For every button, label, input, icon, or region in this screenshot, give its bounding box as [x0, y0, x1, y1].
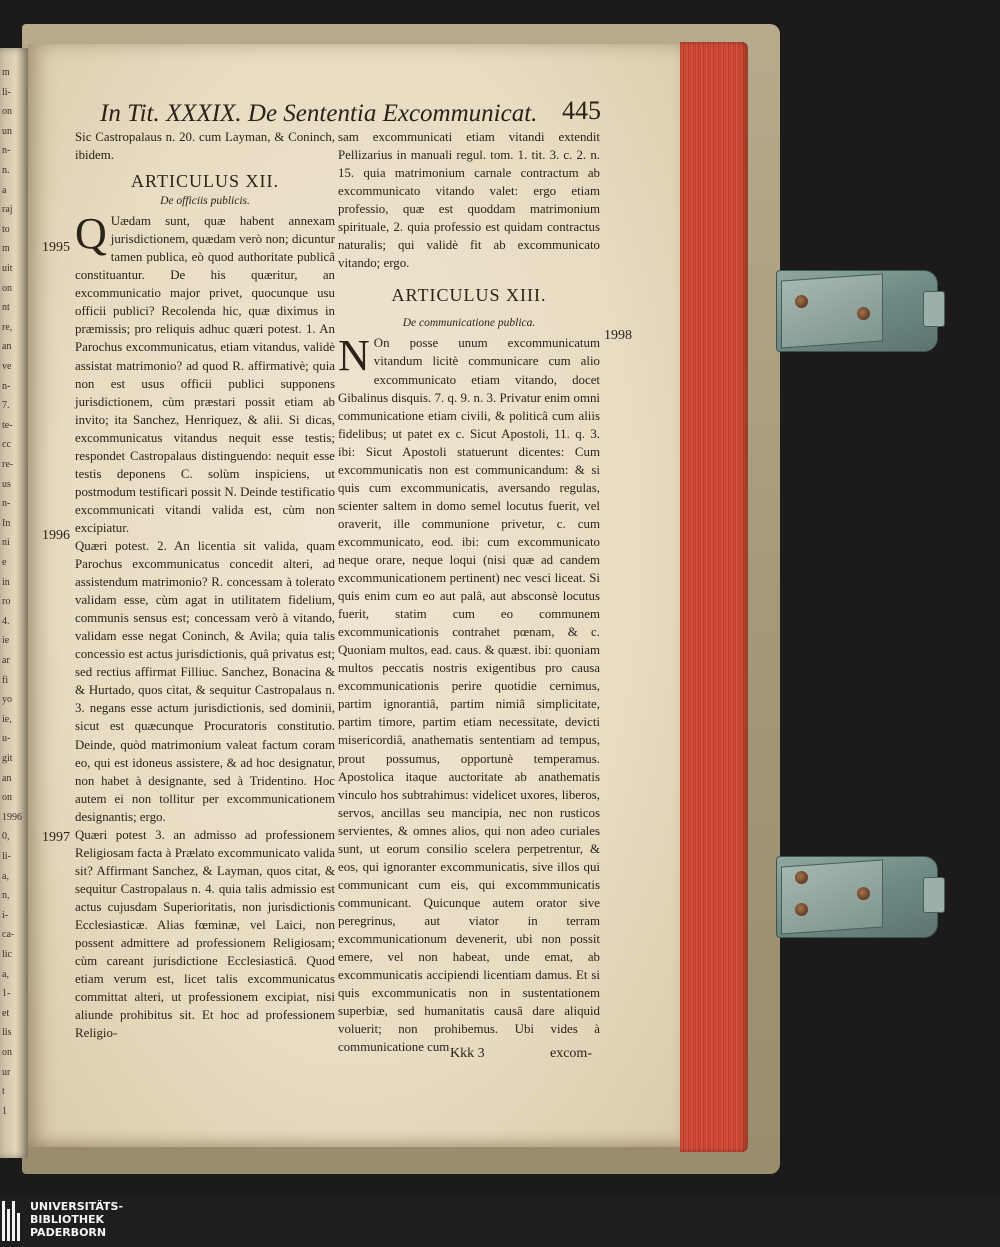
left-page-fragment: re,: [2, 321, 13, 333]
left-page-fragment: yo: [2, 694, 12, 706]
left-page-fragment: m: [2, 67, 10, 78]
dropcap: N: [338, 331, 370, 381]
left-page-fragment: 1996: [2, 811, 22, 823]
left-page-fragment: ca-: [2, 929, 15, 941]
upper-clasp: [776, 270, 938, 352]
left-page-fragment: 1: [2, 1105, 7, 1117]
catchword: excom-: [550, 1046, 592, 1061]
left-page-fragment: on: [2, 792, 12, 804]
left-page-fragment: in: [2, 576, 10, 588]
left-page-fragment: n,: [2, 890, 10, 902]
margin-number: 1996: [42, 528, 70, 543]
left-page-fragment: ie,: [2, 713, 12, 725]
left-page-edge: [0, 48, 28, 1158]
rivet-icon: [795, 903, 808, 916]
left-page-fragment: 7.: [2, 400, 10, 412]
left-page-fragment: nt: [2, 302, 10, 314]
left-page-fragment: on: [2, 282, 12, 294]
left-page-fragment: raj: [2, 204, 13, 216]
left-page-fragment: 0,: [2, 831, 10, 843]
running-header: [100, 96, 620, 128]
left-page-fragment: on: [2, 1047, 12, 1058]
left-page-fragment: a,: [2, 870, 9, 882]
library-logo-text: [30, 1200, 123, 1239]
article-subtitle: De officiis publicis.: [160, 195, 250, 208]
rivet-icon: [795, 295, 808, 308]
left-page-fragment: uit: [2, 263, 13, 274]
clasp-tab: [923, 291, 945, 327]
left-page-fragment: ve: [2, 361, 12, 372]
left-intro: Sic Castropalaus n. 20. cum Layman, & Coninch, ibidem.: [75, 130, 335, 163]
left-page-fragment: i-: [2, 909, 9, 921]
right-column: [338, 128, 600, 1056]
left-page-fragment: ur: [2, 1066, 11, 1078]
article-title: ARTICULUS XII.: [131, 171, 279, 192]
left-page-fragment: te-: [2, 419, 13, 431]
paragraph-text: On posse unum excommunicatum vitandum licitè communicare cum alio excommunicato etiam vitando, docet Gibalinus disquis. 7. q. 9. n. 3. Privatur enim omni communicatione etiam civili, & politicâ cum aliis fidelibus; ut patet ex c. Sicut Apostoli, 11. q. 3. ibi: Sicut Apostoli statuerunt dicentes: Cum excommunicatis non est communicandum: & si quis cum excommunicatis, aversando regulas, scienter saltem in domo semel locutus fuerit, vel oraverit, ille communione privetur, c. cum excommunicato, eod. ibi: cum excommunicato neque orare, neque loqui (nisi quæ ad candem excommunicationem pertinent) nec vesci liceat. Si quis enim cum eo aut palâ, aut absconsè locutus fuerit, statim cum eo communem excommunicationis contrahet pœnam, & c. Quoniam multos, ead. caus. & quæst. ibi: quoniam multos peccatis nostris exigentibus pro causa excommunicationis perire quotidie cernimus, partim ignorantiâ, partim nimiâ simplicitate, partim timore, partim etiam necessitate, devicti misericordiâ, anathematis sententiam ad tempus, prout possumus, opportunè temperamus. Apostolica itaque auctoritate ab anathematis vinculo hos subtrahimus: videlicet uxores, liberos, servos, ancillas seu mancipia, nec non rusticos servientes, & omnes alios, qui non adeo curiales sunt, ut eorum consilio scelera perpetrentur, & eos, qui ignoranter excommunicatis, sive illos qui communicant cum eis, qui excommmunicatis communicant. Quicunque autem orator sive peregrinus, aut viator in terram excommunicationum devenerit, ubi non possit emere, vel non habeat, unde emat, ab excommunicatis accipiendi licentiam damus. Et si quis excommunicatis non in sustentationem superbiæ, sed humanitatis causâ dare aliquid voluerit; non prohibemus. Ubi vides à communicatione cum: [338, 336, 600, 1055]
left-page-fragment: an: [2, 341, 12, 353]
left-page-fragment: u-: [2, 733, 11, 745]
logo-line: PADERBORN: [30, 1226, 107, 1239]
lower-clasp: [776, 856, 938, 938]
left-page-fragment: n-: [2, 498, 11, 510]
paragraph: Quæri potest 3. an admisso ad professionem Religiosam facta à Prælato excommunicato valida sit? Affirmant Sanchez, & Layman, quos citat, & sequitur Castropalaus n. 4. quia talis admissio est actus cujusdam Superioritatis, non jurisdictionis Ecclesiasticæ. Alias fœminæ, vel Laici, non possent admittere ad professionem Religiosam; cùm careant jurisdictione Ecclesiasticâ. Quod etiam verum est, licet talis excommunicatus committat alteri, ut professionem excipiat, nisi aliunde prohibitus sit. Et hoc ad professionem Religio-: [75, 827, 335, 1041]
dropcap: Q: [75, 209, 107, 259]
left-page-fragment: fi: [2, 674, 9, 686]
logo-line: UNIVERSITÄTS-: [30, 1200, 124, 1213]
left-page-fragment: to: [2, 223, 10, 235]
paragraph: [75, 209, 335, 537]
left-page-fragment: lic: [2, 949, 12, 960]
left-page-fragment: re-: [2, 459, 14, 470]
rivet-icon: [857, 887, 870, 900]
left-page-fragment: n-: [2, 380, 11, 392]
paragraph: Quæri potest. 2. An licentia sit valida, quam Parochus excommunicatus concedit alteri, ad assistendum matrimonio? R. concessam à tolerato validam esse, cùm agat in utilitatem fidelium, communis sensus est; concessam verò à vitando, validam esse negat Coninch, & Avila; quia talis concessio est actus jurisdictionis, quâ privatus est; sed rectius affirmat Filliuc. Sanchez, Bonacina & & Hurtado, quos citat, & sequitur Castropalaus n. 3. negans esse actum jurisdictionis, sed dominii, sicut est quæcunque Procuratoris constitutio. Deinde, quòd matrimonium valeat factum coram eo, qui est idoneus assistere, & ad hoc designatur, non habet à designante, sed à Tridentino. Hoc autem ei non tollitur per excommunicationem designantis; ergo.: [75, 538, 335, 824]
left-page-fragment: e: [2, 557, 7, 568]
article-title: ARTICULUS XIII.: [391, 285, 547, 306]
left-page-fragment: n.: [2, 165, 10, 176]
left-page-fragment: us: [2, 478, 11, 490]
left-page-fragment: 1-: [2, 988, 11, 1000]
margin-number: 1998: [604, 328, 632, 343]
clasp-tab: [923, 877, 945, 913]
left-page-fragment: m: [2, 243, 10, 255]
left-page-fragment: In: [2, 517, 11, 529]
left-page-fragment: li-: [2, 851, 11, 862]
left-page-fragment: ni: [2, 537, 10, 549]
left-column: [75, 128, 335, 1042]
left-page-fragment: on: [2, 106, 12, 118]
margin-number: 1995: [42, 240, 70, 255]
signature-mark: Kkk 3: [450, 1046, 485, 1061]
left-page-fragment: a,: [2, 968, 9, 980]
left-page-fragment: lis: [2, 1027, 12, 1039]
paragraph: [338, 331, 600, 1056]
left-page-fragment: a: [2, 184, 7, 196]
right-intro: sam excommunicati etiam vitandi extendit Pellizarius in manuali regul. tom. 1. tit. 3. c. 2. n. 15. quia matrimonium carnale contractum ab excommunicato vitando valet: ergo etiam professio, quæ est quoddam matrimonium spirituale, 2. quia professio est quidam contractus naturalis; qui validè fit ab excommunicato vitando; ergo.: [338, 130, 600, 271]
left-page-fragment: ar: [2, 655, 10, 666]
left-page-fragment: an: [2, 772, 12, 784]
paragraph-text: Uædam sunt, quæ habent annexam jurisdictionem, quædam verò non; dicuntur tamen publica, eò quod authoritate publicâ constituantur. De his quæritur, an excommunicatio major privet, quocunque usu officii publici? Recolenda hic, quæ diximus in præmissis; pro reliquis adhuc quæri potest. 1. An Parochus excommunicatus, etiam vitandus, validè assistat matrimonio? ad quod R. affirmativè; quia non est usus officii publici supponens jurisdictionem, cùm præstari possit etiam ab invito; ita Sanchez, Henriquez, & alii. Si dicas, excommunicatus vitandus nequit esse testis; respondet Castropalaus distinguendo: nequit esse testis deponens C. solùm inspiciens, ut postmodum testificari possit N. Deinde testificatio excommunicati vitandi valida est, cùm non excipiatur.: [75, 214, 335, 535]
left-page-fragment: ie: [2, 635, 10, 647]
left-page-fragment: et: [2, 1007, 10, 1019]
library-logo-icon: [2, 1201, 24, 1241]
running-title: In Tit. XXXIX. De Sententia Excommunicat.: [100, 100, 538, 127]
left-page-fragment: cc: [2, 439, 11, 451]
article-subtitle: De communicatione publica.: [402, 317, 536, 330]
left-page-fragment: t: [2, 1086, 5, 1098]
left-page-fragment: un: [2, 125, 12, 137]
left-page-fragment: li-: [2, 86, 11, 98]
page-number: 445: [562, 96, 601, 125]
margin-number: 1997: [42, 830, 70, 845]
left-page-fragment: git: [2, 753, 13, 764]
left-page-fragment: n-: [2, 145, 11, 157]
left-page-fragment: 4.: [2, 615, 10, 627]
library-logo-bar: [0, 1195, 1000, 1247]
left-page-fragment: ro: [2, 596, 11, 608]
rivet-icon: [795, 871, 808, 884]
rivet-icon: [857, 307, 870, 320]
red-page-edge: [680, 42, 748, 1152]
logo-line: BIBLIOTHEK: [30, 1213, 105, 1226]
